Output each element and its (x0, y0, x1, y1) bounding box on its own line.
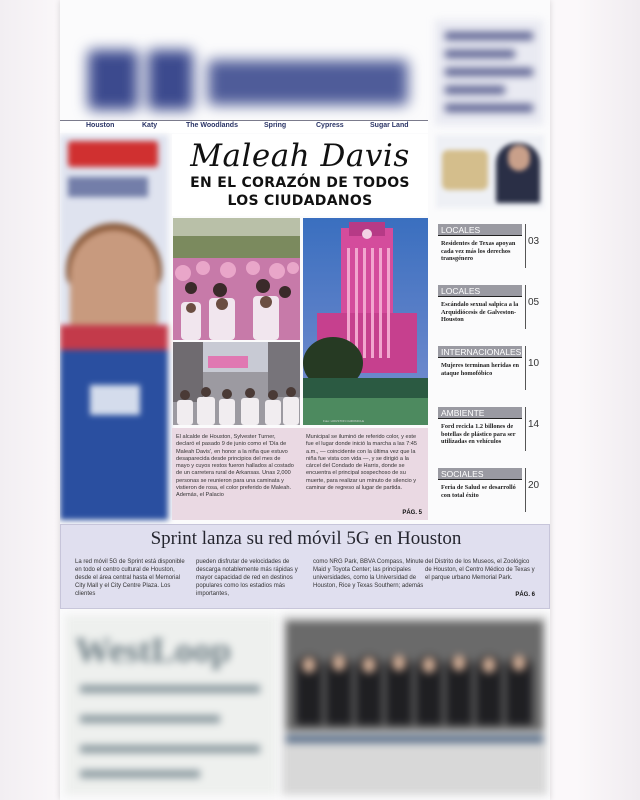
photo-credit: Foto: HOUSTON CHRONICLE (323, 419, 365, 423)
lead-article (172, 428, 428, 520)
sidebar-rule (525, 224, 526, 268)
left-realtor-ad (60, 135, 168, 520)
article-column-1: El alcalde de Houston, Sylvester Turner, declaró el pasado 9 de junio como el 'Día de Maleah Davis', en honor a la niña que estuvo desaparecida desde principios del mes de mayo y cuyos restos fueron hallados al costado de un carretera rural de Arkansas. Unas 2,000 personas se reunieron para una caminata y vistieron de rosa, el color preferido de Maleah. Además, el Palacio (176, 434, 294, 499)
masthead-ad (435, 20, 543, 125)
westloop-logo: WestLoop (75, 630, 232, 670)
westloop-ad (65, 615, 277, 795)
city-nav (60, 120, 428, 133)
sidebar-rule (525, 407, 526, 451)
sidebar-category: AMBIENTE (438, 407, 522, 419)
sprint-column-1: La red móvil 5G de Sprint está disponible en todo el centro cultural de Houston, desde el área central hasta el Memorial City Mall y el City Centre Plaza. Los clientes (75, 559, 185, 597)
city-hall-pink-photo (303, 218, 428, 425)
city-sugar-land: Sugar Land (370, 122, 409, 129)
team-photo-ad (282, 615, 547, 795)
sidebar-category: SOCIALES (438, 468, 522, 480)
march-crowd-photo (173, 218, 300, 340)
sidebar-rule (525, 346, 526, 390)
newspaper-cover (60, 0, 550, 800)
sprint-column-2: pueden disfrutar de velocidades de descarga notablemente más rápidas y mayor capacidad de red en destinos populares como los estadios más importantes, (196, 559, 298, 597)
sidebar-page-number: 05 (528, 297, 540, 308)
sidebar-rule (525, 468, 526, 512)
sidebar-rule (525, 285, 526, 329)
sprint-column-3: como NRG Park, BBVA Compass, Minute Maid y Toyota Center; las principales universidades, como la Universidad de Houston, Rice y Texas Southern; además (313, 559, 424, 589)
sidebar-category: INTERNACIONALES (438, 346, 522, 358)
sprint-column-4: del Distrito de los Museos, el Zoológico de Houston, el Centro Médico de Texas y el parque urbano Memorial Park. (425, 559, 535, 581)
sidebar-page-number: 03 (528, 236, 540, 247)
sidebar-item-2[interactable] (436, 285, 548, 343)
sidebar-page-number: 20 (528, 480, 540, 491)
city-houston: Houston (86, 122, 115, 129)
sidebar-headline: Ford recicla 1.2 billones de botellas de plástico para ser utilizadas en vehículos (441, 423, 516, 446)
walk-street-photo (173, 342, 300, 425)
sidebar-headline: Escándalo sexual salpica a la Arquidiócesis de Galveston-Houston (441, 301, 519, 324)
sidebar-item-3[interactable] (436, 346, 548, 404)
article-page-ref: PÁG. 5 (402, 510, 422, 516)
sprint-page-ref: PÁG. 6 (515, 592, 535, 598)
city-katy: Katy (142, 122, 158, 129)
sidebar-headline: Residentes de Texas apoyan cada vez más los derechos transgénero (441, 240, 516, 263)
masthead-logo (78, 30, 428, 125)
headline-subtitle: EN EL CORAZÓN DE TODOS LOS CIUDADANOS (190, 175, 410, 209)
city-cypress: Cypress (316, 122, 344, 129)
sprint-article (60, 524, 550, 609)
sidebar-category: LOCALES (438, 224, 522, 236)
article-column-2: Municipal se iluminó de referido color, y este fue el lugar donde inició la marcha a las 7:45 a.m., — coincidente con la última vez que la niña fue vista con vida —, y se dirigió a la cárcel del Condado de Harris, donde se encuentra el principal sospechoso de su muerte, para realizar un minuto de silencio y caminar de regreso al lugar de partida. (306, 434, 418, 492)
city-spring: Spring (264, 122, 287, 129)
sidebar-category: LOCALES (438, 285, 522, 297)
sidebar-page-number: 14 (528, 419, 540, 430)
sidebar-headline: Feria de Salud se desarrolló con total éxito (441, 484, 516, 499)
right-agent-ad (436, 135, 544, 208)
sprint-title: Sprint lanza su red móvil 5G en Houston (150, 528, 462, 549)
city-the-woodlands: The Woodlands (186, 122, 238, 129)
cover-headline (172, 134, 428, 216)
sidebar-item-1[interactable] (436, 224, 548, 282)
sidebar-item-5[interactable] (436, 468, 548, 526)
sidebar-page-number: 10 (528, 358, 540, 369)
sidebar-item-4[interactable] (436, 407, 548, 465)
sidebar-headline: Mujeres terminan heridas en ataque homofóbico (441, 362, 520, 377)
headline-name: Maleah Davis (190, 138, 410, 174)
